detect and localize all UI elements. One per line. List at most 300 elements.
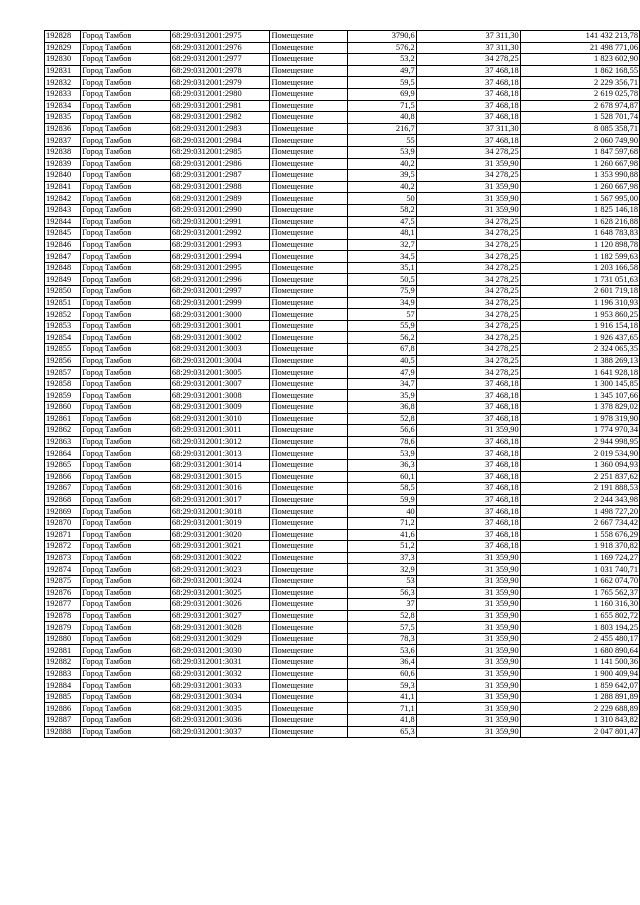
row-number-cell: 192846 [45,239,81,251]
object-type-cell: Помещение [270,286,347,298]
row-number-cell: 192847 [45,251,81,263]
locality-cell: Город Тамбов [81,541,171,553]
area-cell: 53,6 [347,645,416,657]
locality-cell: Город Тамбов [81,31,171,43]
row-number-cell: 192842 [45,193,81,205]
area-cell: 58,5 [347,483,416,495]
specific-value-cell: 31 359,90 [416,691,520,703]
table-row [45,54,640,66]
table-row [45,297,640,309]
specific-value-cell: 31 359,90 [416,587,520,599]
row-number-cell: 192840 [45,170,81,182]
area-cell: 40,2 [347,158,416,170]
row-number-cell: 192856 [45,355,81,367]
row-number-cell: 192867 [45,483,81,495]
table-row [45,715,640,727]
object-type-cell: Помещение [270,367,347,379]
table-row [45,216,640,228]
object-type-cell: Помещение [270,633,347,645]
object-type-cell: Помещение [270,77,347,89]
area-cell: 71,2 [347,517,416,529]
locality-cell: Город Тамбов [81,402,171,414]
table-row [45,552,640,564]
specific-value-cell: 31 359,90 [416,599,520,611]
table-row [45,65,640,77]
cadastral-value-cell: 1 655 802,72 [520,610,639,622]
table-row [45,448,640,460]
cadastral-value-cell: 1 203 166,58 [520,262,639,274]
area-cell: 56,6 [347,425,416,437]
row-number-cell: 192852 [45,309,81,321]
locality-cell: Город Тамбов [81,204,171,216]
row-number-cell: 192870 [45,517,81,529]
area-cell: 32,9 [347,564,416,576]
locality-cell: Город Тамбов [81,680,171,692]
cadastral-number-cell: 68:29:0312001:2981 [170,100,270,112]
row-number-cell: 192843 [45,204,81,216]
specific-value-cell: 31 359,90 [416,645,520,657]
cadastral-number-cell: 68:29:0312001:3022 [170,552,270,564]
object-type-cell: Помещение [270,355,347,367]
cadastral-number-cell: 68:29:0312001:3002 [170,332,270,344]
specific-value-cell: 37 468,18 [416,529,520,541]
specific-value-cell: 37 468,18 [416,413,520,425]
cadastral-number-cell: 68:29:0312001:2979 [170,77,270,89]
locality-cell: Город Тамбов [81,506,171,518]
object-type-cell: Помещение [270,65,347,77]
object-type-cell: Помещение [270,332,347,344]
locality-cell: Город Тамбов [81,633,171,645]
object-type-cell: Помещение [270,599,347,611]
table-row [45,158,640,170]
row-number-cell: 192831 [45,65,81,77]
object-type-cell: Помещение [270,471,347,483]
cadastral-value-cell: 1 196 310,93 [520,297,639,309]
locality-cell: Город Тамбов [81,42,171,54]
locality-cell: Город Тамбов [81,564,171,576]
locality-cell: Город Тамбов [81,715,171,727]
area-cell: 58,2 [347,204,416,216]
cadastral-value-cell: 1 360 094,93 [520,459,639,471]
object-type-cell: Помещение [270,413,347,425]
object-type-cell: Помещение [270,320,347,332]
area-cell: 576,2 [347,42,416,54]
cadastral-number-cell: 68:29:0312001:3034 [170,691,270,703]
table-row [45,541,640,553]
table-row [45,425,640,437]
table-row [45,367,640,379]
specific-value-cell: 37 468,18 [416,459,520,471]
row-number-cell: 192851 [45,297,81,309]
locality-cell: Город Тамбов [81,529,171,541]
table-row [45,181,640,193]
cadastral-value-cell: 1 926 437,65 [520,332,639,344]
row-number-cell: 192877 [45,599,81,611]
specific-value-cell: 31 359,90 [416,633,520,645]
area-cell: 32,7 [347,239,416,251]
table-row [45,123,640,135]
row-number-cell: 192862 [45,425,81,437]
object-type-cell: Помещение [270,344,347,356]
table-row [45,610,640,622]
cadastral-value-cell: 1 300 145,85 [520,378,639,390]
object-type-cell: Помещение [270,123,347,135]
specific-value-cell: 34 278,25 [416,320,520,332]
cadastral-value-cell: 1 953 860,25 [520,309,639,321]
specific-value-cell: 37 468,18 [416,448,520,460]
locality-cell: Город Тамбов [81,517,171,529]
cadastral-number-cell: 68:29:0312001:3028 [170,622,270,634]
cadastral-number-cell: 68:29:0312001:3036 [170,715,270,727]
area-cell: 34,9 [347,297,416,309]
row-number-cell: 192875 [45,575,81,587]
cadastral-number-cell: 68:29:0312001:3023 [170,564,270,576]
locality-cell: Город Тамбов [81,668,171,680]
cadastral-value-cell: 2 244 343,98 [520,494,639,506]
table-row [45,112,640,124]
object-type-cell: Помещение [270,54,347,66]
table-row [45,691,640,703]
specific-value-cell: 34 278,25 [416,228,520,240]
area-cell: 35,9 [347,390,416,402]
cadastral-value-cell: 1 260 667,98 [520,181,639,193]
object-type-cell: Помещение [270,262,347,274]
area-cell: 49,7 [347,65,416,77]
table-row [45,517,640,529]
row-number-cell: 192876 [45,587,81,599]
area-cell: 37 [347,599,416,611]
specific-value-cell: 34 278,25 [416,355,520,367]
row-number-cell: 192845 [45,228,81,240]
row-number-cell: 192869 [45,506,81,518]
cadastral-number-cell: 68:29:0312001:3032 [170,668,270,680]
cadastral-value-cell: 1 353 990,88 [520,170,639,182]
object-type-cell: Помещение [270,228,347,240]
specific-value-cell: 34 278,25 [416,239,520,251]
object-type-cell: Помещение [270,425,347,437]
specific-value-cell: 34 278,25 [416,286,520,298]
specific-value-cell: 31 359,90 [416,657,520,669]
cadastral-value-cell: 1 378 829,02 [520,402,639,414]
object-type-cell: Помещение [270,575,347,587]
object-type-cell: Помещение [270,483,347,495]
specific-value-cell: 31 359,90 [416,193,520,205]
locality-cell: Город Тамбов [81,216,171,228]
row-number-cell: 192844 [45,216,81,228]
specific-value-cell: 34 278,25 [416,367,520,379]
row-number-cell: 192855 [45,344,81,356]
specific-value-cell: 31 359,90 [416,564,520,576]
area-cell: 48,1 [347,228,416,240]
cadastral-number-cell: 68:29:0312001:3016 [170,483,270,495]
cadastral-value-cell: 2 619 025,78 [520,88,639,100]
table-row [45,633,640,645]
object-type-cell: Помещение [270,239,347,251]
table-row [45,703,640,715]
locality-cell: Город Тамбов [81,610,171,622]
specific-value-cell: 31 359,90 [416,680,520,692]
cadastral-value-cell: 1 918 370,82 [520,541,639,553]
cadastral-value-cell: 1 774 970,34 [520,425,639,437]
row-number-cell: 192857 [45,367,81,379]
object-type-cell: Помещение [270,645,347,657]
area-cell: 57 [347,309,416,321]
object-type-cell: Помещение [270,668,347,680]
locality-cell: Город Тамбов [81,587,171,599]
row-number-cell: 192872 [45,541,81,553]
cadastral-number-cell: 68:29:0312001:2992 [170,228,270,240]
locality-cell: Город Тамбов [81,378,171,390]
table-row [45,436,640,448]
object-type-cell: Помещение [270,610,347,622]
row-number-cell: 192861 [45,413,81,425]
cadastral-value-cell: 1 916 154,18 [520,320,639,332]
area-cell: 53,2 [347,54,416,66]
cadastral-number-cell: 68:29:0312001:2987 [170,170,270,182]
row-number-cell: 192879 [45,622,81,634]
area-cell: 59,3 [347,680,416,692]
table-row [45,587,640,599]
cadastral-value-cell: 1 628 216,88 [520,216,639,228]
locality-cell: Город Тамбов [81,88,171,100]
table-row [45,193,640,205]
cadastral-value-cell: 8 085 358,71 [520,123,639,135]
table-row [45,668,640,680]
row-number-cell: 192834 [45,100,81,112]
cadastral-value-cell: 1 662 074,70 [520,575,639,587]
cadastral-number-cell: 68:29:0312001:2999 [170,297,270,309]
cadastral-number-cell: 68:29:0312001:3033 [170,680,270,692]
cadastral-number-cell: 68:29:0312001:2976 [170,42,270,54]
locality-cell: Город Тамбов [81,436,171,448]
table-row [45,309,640,321]
object-type-cell: Помещение [270,309,347,321]
area-cell: 78,6 [347,436,416,448]
area-cell: 71,5 [347,100,416,112]
cadastral-number-cell: 68:29:0312001:2990 [170,204,270,216]
row-number-cell: 192853 [45,320,81,332]
cadastral-value-cell: 21 498 771,06 [520,42,639,54]
area-cell: 69,9 [347,88,416,100]
table-row [45,204,640,216]
area-cell: 47,5 [347,216,416,228]
row-number-cell: 192849 [45,274,81,286]
specific-value-cell: 31 359,90 [416,181,520,193]
table-row [45,506,640,518]
locality-cell: Город Тамбов [81,575,171,587]
cadastral-value-cell: 1 528 701,74 [520,112,639,124]
row-number-cell: 192848 [45,262,81,274]
locality-cell: Город Тамбов [81,494,171,506]
specific-value-cell: 37 468,18 [416,77,520,89]
row-number-cell: 192873 [45,552,81,564]
specific-value-cell: 31 359,90 [416,204,520,216]
table-row [45,599,640,611]
cadastral-value-cell: 1 680 890,64 [520,645,639,657]
row-number-cell: 192835 [45,112,81,124]
locality-cell: Город Тамбов [81,135,171,147]
area-cell: 53,9 [347,146,416,158]
cadastral-number-cell: 68:29:0312001:3009 [170,402,270,414]
cadastral-value-cell: 1 859 642,07 [520,680,639,692]
table-row [45,622,640,634]
cadastral-value-cell: 2 667 734,42 [520,517,639,529]
cadastral-value-cell: 1 567 995,00 [520,193,639,205]
cadastral-value-cell: 2 047 801,47 [520,726,639,738]
cadastral-number-cell: 68:29:0312001:3029 [170,633,270,645]
specific-value-cell: 31 359,90 [416,703,520,715]
object-type-cell: Помещение [270,494,347,506]
cadastral-number-cell: 68:29:0312001:3027 [170,610,270,622]
specific-value-cell: 31 359,90 [416,575,520,587]
object-type-cell: Помещение [270,251,347,263]
table-row [45,77,640,89]
table-row [45,31,640,43]
object-type-cell: Помещение [270,42,347,54]
specific-value-cell: 37 468,18 [416,517,520,529]
cadastral-number-cell: 68:29:0312001:3020 [170,529,270,541]
table-row [45,680,640,692]
table-row [45,274,640,286]
cadastral-value-cell: 1 260 667,98 [520,158,639,170]
row-number-cell: 192850 [45,286,81,298]
table-row [45,471,640,483]
cadastral-number-cell: 68:29:0312001:2975 [170,31,270,43]
locality-cell: Город Тамбов [81,274,171,286]
locality-cell: Город Тамбов [81,459,171,471]
cadastral-number-cell: 68:29:0312001:3019 [170,517,270,529]
area-cell: 40,8 [347,112,416,124]
area-cell: 51,2 [347,541,416,553]
table-row [45,355,640,367]
row-number-cell: 192841 [45,181,81,193]
object-type-cell: Помещение [270,436,347,448]
cadastral-value-cell: 2 060 749,90 [520,135,639,147]
area-cell: 65,3 [347,726,416,738]
cadastral-value-cell: 1 648 783,83 [520,228,639,240]
cadastral-number-cell: 68:29:0312001:3007 [170,378,270,390]
locality-cell: Город Тамбов [81,599,171,611]
table-body [45,31,640,738]
specific-value-cell: 34 278,25 [416,274,520,286]
cadastral-value-cell: 1 345 107,66 [520,390,639,402]
locality-cell: Город Тамбов [81,297,171,309]
area-cell: 39,5 [347,170,416,182]
specific-value-cell: 37 468,18 [416,541,520,553]
locality-cell: Город Тамбов [81,657,171,669]
specific-value-cell: 37 468,18 [416,65,520,77]
area-cell: 56,3 [347,587,416,599]
specific-value-cell: 34 278,25 [416,54,520,66]
table-row [45,251,640,263]
row-number-cell: 192878 [45,610,81,622]
area-cell: 60,1 [347,471,416,483]
cadastral-value-cell: 2 678 974,87 [520,100,639,112]
row-number-cell: 192871 [45,529,81,541]
object-type-cell: Помещение [270,529,347,541]
cadastral-number-cell: 68:29:0312001:3017 [170,494,270,506]
cadastral-number-cell: 68:29:0312001:3004 [170,355,270,367]
table-row [45,262,640,274]
cadastral-number-cell: 68:29:0312001:3021 [170,541,270,553]
object-type-cell: Помещение [270,564,347,576]
object-type-cell: Помещение [270,680,347,692]
locality-cell: Город Тамбов [81,100,171,112]
locality-cell: Город Тамбов [81,703,171,715]
object-type-cell: Помещение [270,204,347,216]
table-row [45,378,640,390]
object-type-cell: Помещение [270,506,347,518]
area-cell: 35,1 [347,262,416,274]
area-cell: 40,2 [347,181,416,193]
table-row [45,413,640,425]
row-number-cell: 192832 [45,77,81,89]
object-type-cell: Помещение [270,216,347,228]
table-row [45,564,640,576]
object-type-cell: Помещение [270,112,347,124]
table-row [45,402,640,414]
cadastral-value-cell: 1 288 891,89 [520,691,639,703]
table-row [45,726,640,738]
locality-cell: Город Тамбов [81,320,171,332]
specific-value-cell: 31 359,90 [416,552,520,564]
row-number-cell: 192838 [45,146,81,158]
row-number-cell: 192828 [45,31,81,43]
cadastral-number-cell: 68:29:0312001:2996 [170,274,270,286]
cadastral-value-cell: 1 847 597,68 [520,146,639,158]
cadastral-number-cell: 68:29:0312001:2994 [170,251,270,263]
locality-cell: Город Тамбов [81,622,171,634]
object-type-cell: Помещение [270,274,347,286]
locality-cell: Город Тамбов [81,483,171,495]
table-row [45,286,640,298]
row-number-cell: 192830 [45,54,81,66]
row-number-cell: 192858 [45,378,81,390]
cadastral-value-cell: 1 558 676,29 [520,529,639,541]
specific-value-cell: 37 468,18 [416,471,520,483]
row-number-cell: 192837 [45,135,81,147]
area-cell: 41,6 [347,529,416,541]
cadastral-number-cell: 68:29:0312001:3011 [170,425,270,437]
area-cell: 36,4 [347,657,416,669]
cadastral-value-cell: 1 310 843,82 [520,715,639,727]
table-row [45,146,640,158]
cadastral-number-cell: 68:29:0312001:2995 [170,262,270,274]
specific-value-cell: 34 278,25 [416,344,520,356]
cadastral-value-cell: 2 229 688,89 [520,703,639,715]
cadastral-number-cell: 68:29:0312001:2982 [170,112,270,124]
cadastral-value-cell: 1 498 727,20 [520,506,639,518]
locality-cell: Город Тамбов [81,181,171,193]
locality-cell: Город Тамбов [81,332,171,344]
table-row [45,42,640,54]
object-type-cell: Помещение [270,297,347,309]
area-cell: 50,5 [347,274,416,286]
cadastral-value-cell: 2 191 888,53 [520,483,639,495]
cadastral-number-cell: 68:29:0312001:2989 [170,193,270,205]
specific-value-cell: 34 278,25 [416,262,520,274]
object-type-cell: Помещение [270,135,347,147]
cadastral-value-cell: 1 641 928,18 [520,367,639,379]
specific-value-cell: 31 359,90 [416,622,520,634]
cadastral-number-cell: 68:29:0312001:3037 [170,726,270,738]
locality-cell: Город Тамбов [81,286,171,298]
specific-value-cell: 37 468,18 [416,506,520,518]
cadastral-number-cell: 68:29:0312001:2977 [170,54,270,66]
cadastral-value-cell: 1 182 599,63 [520,251,639,263]
cadastral-number-cell: 68:29:0312001:3012 [170,436,270,448]
cadastral-number-cell: 68:29:0312001:2988 [170,181,270,193]
